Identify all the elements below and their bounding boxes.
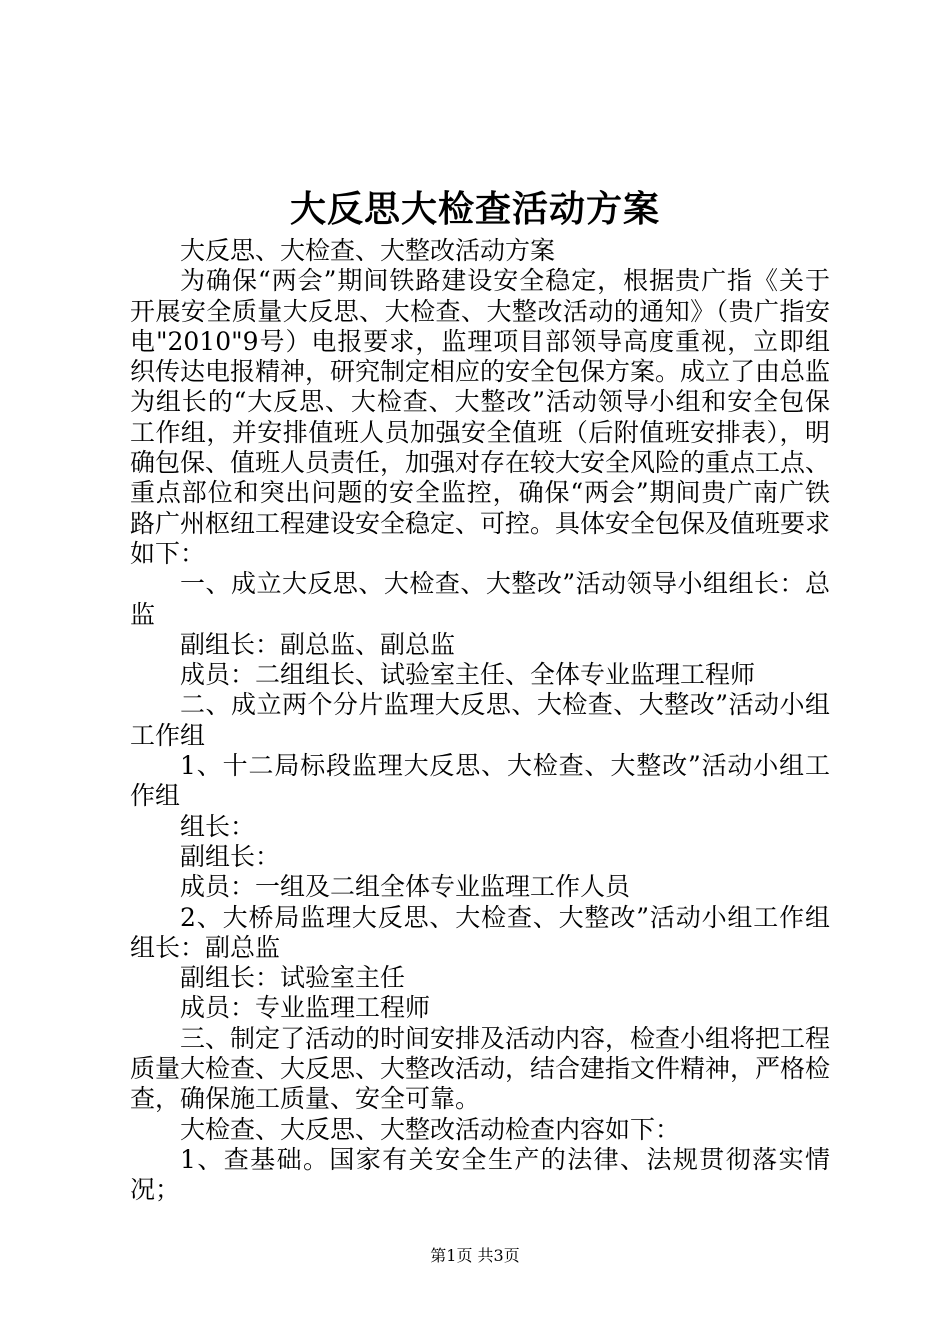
document-body — [130, 236, 830, 1206]
document-title: 大反思大检查活动方案 — [289, 188, 660, 230]
paragraph: 副组长： — [180, 841, 281, 871]
paragraph: 为确保“两会”期间铁路建设安全稳定，根据贵广指《关于开展安全质量大反思、大检查、大整改活动的通知》（贵广指安电"2010"9号）电报要求，监理项目部领导高度重视，立即组织传达电报精神，研究制定相应的安全包保方案。成立了由总监为组长的“大反思、大检查、大整改”活动领导小组和安全包保工作组，并安排值班人员加强安全值班（后附值班安排表），明确包保、值班人员责任，加强对存在较大安全风险的重点工点、重点部位和突出问题的安全监控，确保“两会”期间贵广南广铁路广州枢纽工程建设安全稳定、可控。具体安全包保及值班要求如下： — [130, 266, 831, 568]
paragraph: 大反思、大检查、大整改活动方案 — [180, 236, 556, 265]
paragraph: 一、成立大反思、大检查、大整改”活动领导小组组长：总监 — [130, 569, 830, 629]
paragraph: 副组长：试验室主任 — [180, 963, 406, 993]
page-number: 第1页 共3页 — [430, 1246, 520, 1265]
paragraph: 二、成立两个分片监理大反思、大检查、大整改”活动小组工作组 — [130, 690, 830, 750]
paragraph: 成员：二组组长、试验室主任、全体专业监理工程师 — [180, 660, 756, 690]
paragraph: 2、大桥局监理大反思、大检查、大整改”活动小组工作组组长：副总监 — [130, 902, 830, 962]
paragraph: 成员：一组及二组全体专业监理工作人员 — [180, 872, 631, 902]
paragraph: 组长： — [180, 811, 256, 841]
paragraph: 副组长：副总监、副总监 — [180, 629, 456, 659]
paragraph: 成员：专业监理工程师 — [180, 993, 431, 1023]
paragraph: 三、制定了活动的时间安排及活动内容，检查小组将把工程质量大检查、大反思、大整改活动，结合建指文件精神，严格检查，确保施工质量、安全可靠。 — [130, 1023, 831, 1114]
paragraph: 1、查基础。国家有关安全生产的法律、法规贯彻落实情况； — [130, 1144, 830, 1205]
paragraph: 1、十二局标段监理大反思、大检查、大整改”活动小组工作组 — [130, 751, 830, 811]
paragraph: 大检查、大反思、大整改活动检查内容如下： — [180, 1114, 681, 1144]
